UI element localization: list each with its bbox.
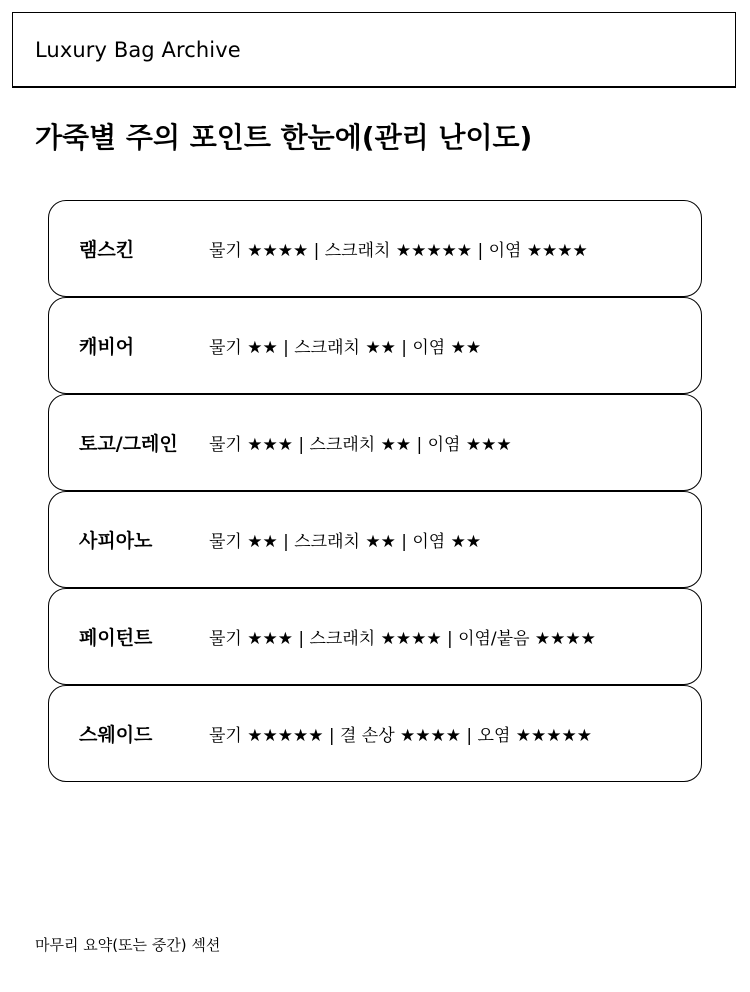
leather-name: 스웨이드 [79, 724, 153, 746]
leather-card-togo-grain [48, 394, 702, 491]
leather-ratings: 물기 ★★★ | 스크래치 ★★ | 이염 ★★★ [209, 435, 512, 455]
leather-ratings: 물기 ★★★★★ | 결 손상 ★★★★ | 오염 ★★★★★ [209, 726, 593, 746]
leather-card-saffiano [48, 491, 702, 588]
leather-ratings: 물기 ★★★ | 스크래치 ★★★★ | 이염/붙음 ★★★★ [209, 629, 596, 649]
leather-name: 캐비어 [79, 336, 135, 358]
leather-name: 페이턴트 [79, 627, 153, 649]
leather-card-patent [48, 588, 702, 685]
leather-ratings: 물기 ★★ | 스크래치 ★★ | 이염 ★★ [209, 532, 482, 552]
leather-card-caviar [48, 297, 702, 394]
leather-card-suede [48, 685, 702, 782]
leather-ratings: 물기 ★★ | 스크래치 ★★ | 이염 ★★ [209, 338, 482, 358]
leather-card-lambskin [48, 200, 702, 297]
leather-ratings: 물기 ★★★★ | 스크래치 ★★★★★ | 이염 ★★★★ [209, 241, 588, 261]
header-bar [12, 12, 736, 88]
brand-title: Luxury Bag Archive [35, 37, 241, 62]
page-title: 가죽별 주의 포인트 한눈에(관리 난이도) [35, 121, 533, 154]
footer-section-label: 마무리 요약(또는 중간) 섹션 [35, 936, 221, 954]
leather-name: 사피아노 [79, 530, 153, 552]
leather-name: 토고/그레인 [79, 433, 178, 455]
leather-name: 램스킨 [79, 239, 135, 261]
leather-card-list [48, 200, 702, 782]
